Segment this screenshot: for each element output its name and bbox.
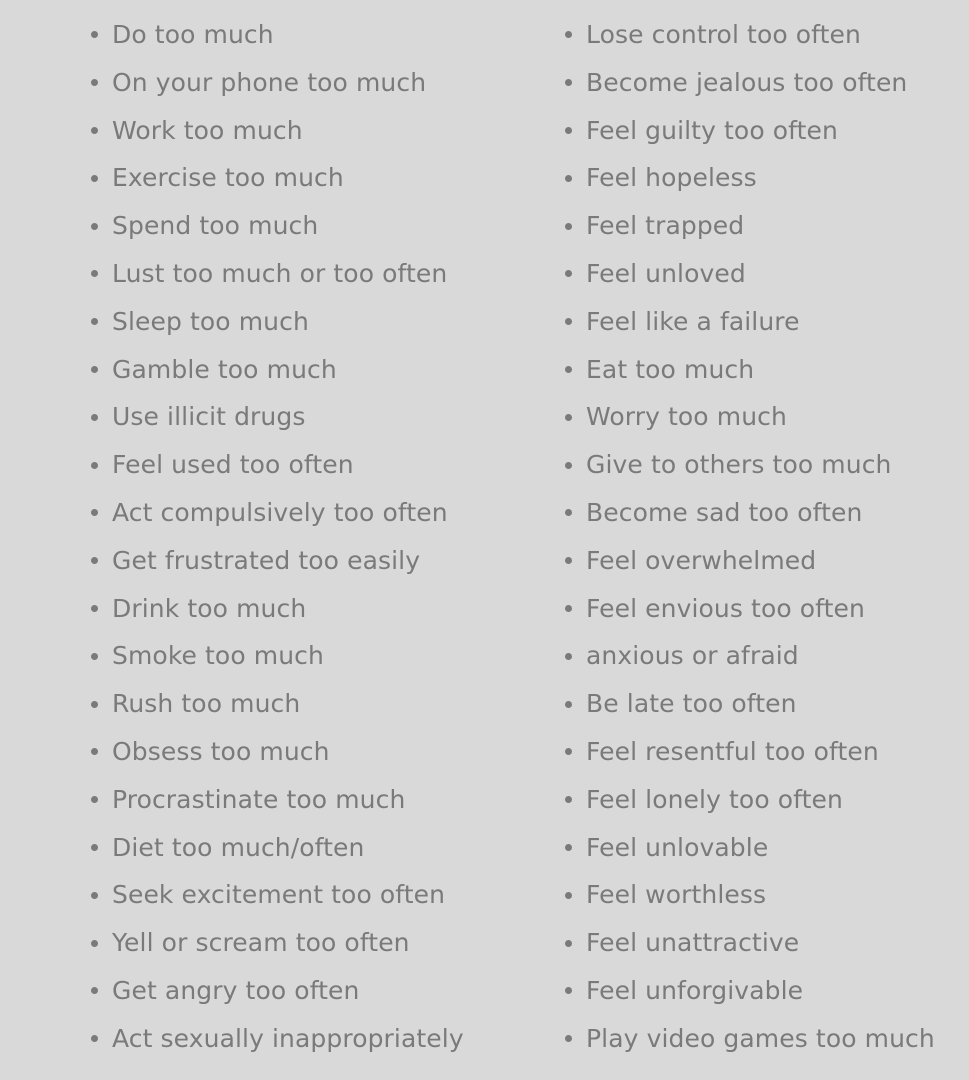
- list-item-text: Feel unattractive: [586, 928, 800, 958]
- list-item-text: Give to others too much: [586, 450, 892, 480]
- bullet-icon: [91, 270, 98, 277]
- bullet-icon: [565, 270, 572, 277]
- list-item: [562, 441, 935, 489]
- list-item: [562, 871, 935, 919]
- list-item: [88, 1015, 464, 1063]
- bullet-icon: [91, 844, 98, 851]
- list-item-text: Procrastinate too much: [112, 784, 406, 814]
- list-item: [562, 202, 935, 250]
- list-item-text: Work too much: [112, 115, 303, 145]
- list-item-text: Feel like a failure: [586, 306, 800, 336]
- bullet-icon: [91, 509, 98, 516]
- list-item-text: Become sad too often: [586, 497, 863, 527]
- list-item-text: Eat too much: [586, 354, 755, 384]
- bullet-icon: [91, 414, 98, 421]
- list-item-text: Spend too much: [112, 211, 319, 241]
- bullet-icon: [565, 223, 572, 230]
- list-item: [562, 154, 935, 202]
- list-item: [562, 298, 935, 346]
- bullet-icon: [91, 1035, 98, 1042]
- list-item: [88, 489, 464, 537]
- bullet-icon: [91, 366, 98, 373]
- list-item-text: Sleep too much: [112, 306, 309, 336]
- list-item-text: Seek excitement too often: [112, 880, 446, 910]
- bullet-icon: [565, 414, 572, 421]
- list-item-text: Feel used too often: [112, 450, 354, 480]
- bullet-icon: [565, 748, 572, 755]
- list-item-text: Get frustrated too easily: [112, 545, 421, 575]
- list-item-text: Feel overwhelmed: [586, 545, 817, 575]
- bullet-icon: [91, 653, 98, 660]
- left-bullet-list: [88, 11, 464, 1063]
- bullet-icon: [91, 701, 98, 708]
- list-item: [562, 776, 935, 824]
- bullet-icon: [565, 796, 572, 803]
- list-item: [562, 585, 935, 633]
- list-item-text: Smoke too much: [112, 641, 324, 671]
- list-item: [88, 632, 464, 680]
- list-item-text: Feel hopeless: [586, 163, 757, 193]
- bullet-icon: [91, 940, 98, 947]
- list-item-text: Feel unloved: [586, 258, 746, 288]
- list-item-text: Act sexually inappropriately: [112, 1023, 464, 1053]
- bullet-icon: [565, 509, 572, 516]
- list-item: [562, 393, 935, 441]
- list-item: [88, 107, 464, 155]
- list-item: [562, 967, 935, 1015]
- list-item: [562, 59, 935, 107]
- list-item-text: Lose control too often: [586, 20, 861, 49]
- bullet-icon: [565, 127, 572, 134]
- bullet-icon: [565, 940, 572, 947]
- list-item: [88, 154, 464, 202]
- list-item: [88, 346, 464, 394]
- bullet-icon: [91, 605, 98, 612]
- bullet-icon: [91, 987, 98, 994]
- list-item: [88, 585, 464, 633]
- list-item: [88, 680, 464, 728]
- list-item-text: Feel guilty too often: [586, 115, 838, 145]
- list-item-text: Be late too often: [586, 689, 797, 719]
- list-item-text: Yell or scream too often: [112, 928, 410, 958]
- list-item: [88, 298, 464, 346]
- list-item-text: Lust too much or too often: [112, 258, 448, 288]
- list-item: [562, 632, 935, 680]
- list-item: [88, 776, 464, 824]
- list-item-text: On your phone too much: [112, 67, 427, 97]
- list-item-text: Drink too much: [112, 593, 307, 623]
- bullet-icon: [91, 79, 98, 86]
- list-item-text: Exercise too much: [112, 163, 344, 193]
- list-item: [88, 824, 464, 872]
- list-item: [88, 537, 464, 585]
- list-item: [88, 441, 464, 489]
- bullet-icon: [91, 318, 98, 325]
- list-item-text: Feel worthless: [586, 880, 767, 910]
- list-item: [88, 967, 464, 1015]
- list-item: [88, 11, 464, 59]
- bullet-icon: [91, 462, 98, 469]
- bullet-icon: [91, 127, 98, 134]
- list-item-text: Use illicit drugs: [112, 402, 306, 432]
- list-item: [562, 107, 935, 155]
- list-item-text: Rush too much: [112, 689, 301, 719]
- list-item: [88, 250, 464, 298]
- bullet-icon: [565, 557, 572, 564]
- bullet-icon: [565, 605, 572, 612]
- list-item-text: Obsess too much: [112, 736, 330, 766]
- bullet-icon: [565, 1035, 572, 1042]
- bullet-icon: [565, 79, 572, 86]
- list-item-text: anxious or afraid: [586, 641, 799, 671]
- list-item: [562, 537, 935, 585]
- bullet-icon: [91, 796, 98, 803]
- list-item: [562, 680, 935, 728]
- list-item-text: Feel envious too often: [586, 593, 865, 623]
- bullet-icon: [565, 462, 572, 469]
- bullet-icon: [91, 175, 98, 182]
- bullet-icon: [91, 31, 98, 38]
- list-item-text: Play video games too much: [586, 1023, 935, 1053]
- list-item: [88, 919, 464, 967]
- list-item: [562, 489, 935, 537]
- list-item: [562, 919, 935, 967]
- list-item: [562, 824, 935, 872]
- list-item-text: Feel trapped: [586, 211, 745, 241]
- list-item-text: Feel lonely too often: [586, 784, 843, 814]
- bullet-icon: [565, 844, 572, 851]
- list-item-text: Get angry too often: [112, 975, 360, 1005]
- list-item: [562, 728, 935, 776]
- bullet-icon: [565, 175, 572, 182]
- list-item-text: Feel resentful too often: [586, 736, 879, 766]
- bullet-icon: [91, 223, 98, 230]
- list-item: [88, 393, 464, 441]
- bullet-icon: [91, 748, 98, 755]
- list-item: [88, 59, 464, 107]
- bullet-icon: [565, 987, 572, 994]
- list-item-text: Become jealous too often: [586, 67, 908, 97]
- list-item-text: Act compulsively too often: [112, 497, 448, 527]
- bullet-icon: [565, 318, 572, 325]
- list-item-text: Diet too much/often: [112, 832, 365, 862]
- bullet-icon: [565, 31, 572, 38]
- bullet-icon: [91, 557, 98, 564]
- list-item-text: Feel unlovable: [586, 832, 769, 862]
- bullet-icon: [565, 892, 572, 899]
- list-item: [88, 202, 464, 250]
- list-item: [562, 346, 935, 394]
- bullet-icon: [565, 653, 572, 660]
- list-item: [562, 1015, 935, 1063]
- list-item-text: Do too much: [112, 20, 274, 49]
- bullet-icon: [91, 892, 98, 899]
- list-item: [562, 11, 935, 59]
- list-item-text: Feel unforgivable: [586, 975, 804, 1005]
- list-item: [88, 871, 464, 919]
- bullet-icon: [565, 701, 572, 708]
- list-item-text: Worry too much: [586, 402, 787, 432]
- list-item: [88, 728, 464, 776]
- list-item: [562, 250, 935, 298]
- bullet-icon: [565, 366, 572, 373]
- list-item-text: Gamble too much: [112, 354, 337, 384]
- right-bullet-list: [562, 11, 935, 1063]
